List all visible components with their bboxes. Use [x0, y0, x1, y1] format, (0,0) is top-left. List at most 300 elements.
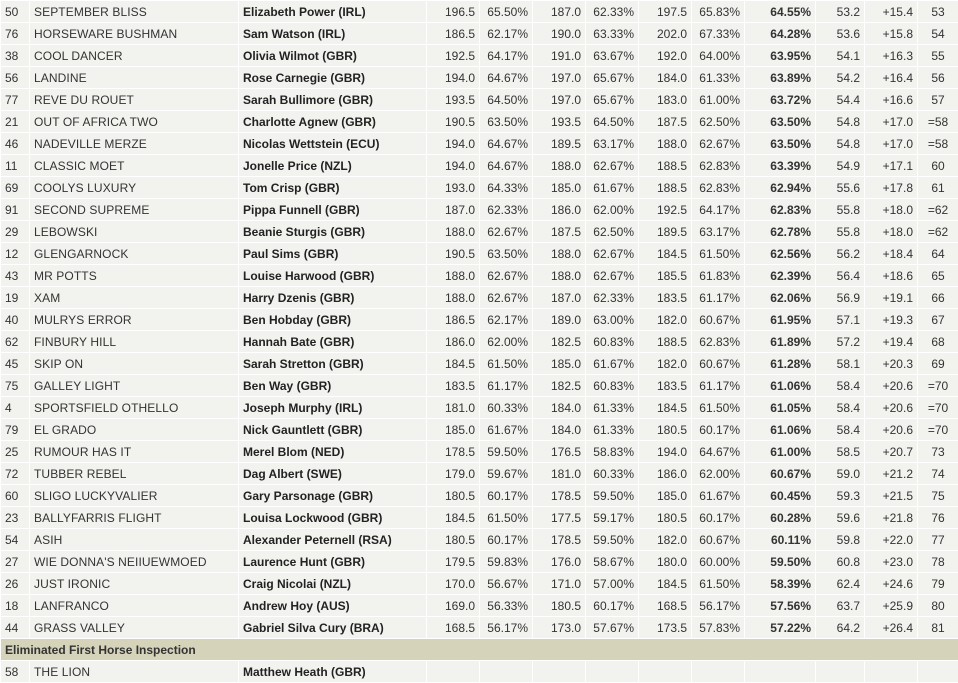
judge3-percent: 60.17%: [692, 419, 745, 441]
judge1-percent: 60.17%: [480, 485, 533, 507]
horse-name: XAM: [30, 287, 239, 309]
judge1-score: 194.0: [427, 67, 480, 89]
judge3-score: 184.5: [639, 397, 692, 419]
competitor-number: 58: [1, 661, 30, 683]
position: 80: [918, 595, 958, 617]
final-percent: 62.83%: [745, 199, 816, 221]
judge3-percent: 61.67%: [692, 485, 745, 507]
horse-name: COOL DANCER: [30, 45, 239, 67]
horse-name: MR POTTS: [30, 265, 239, 287]
judge2-score: 181.0: [533, 463, 586, 485]
horse-name: HORSEWARE BUSHMAN: [30, 23, 239, 45]
judge3-score: 185.5: [639, 265, 692, 287]
judge1-percent: 61.17%: [480, 375, 533, 397]
judge3-percent: 64.67%: [692, 441, 745, 463]
table-row: [1, 287, 958, 309]
position: 67: [918, 309, 958, 331]
judge1-percent: 59.83%: [480, 551, 533, 573]
position: 75: [918, 485, 958, 507]
penalties: 53.2: [816, 1, 865, 23]
position: 69: [918, 353, 958, 375]
judge2-percent: 65.67%: [586, 89, 639, 111]
judge2-score: 177.5: [533, 507, 586, 529]
rider-name: Jonelle Price (NZL): [239, 155, 427, 177]
points-behind: +19.4: [865, 331, 918, 353]
judge3-percent: [692, 661, 745, 683]
rider-name: Pippa Funnell (GBR): [239, 199, 427, 221]
points-behind: +20.6: [865, 397, 918, 419]
points-behind: +16.3: [865, 45, 918, 67]
points-behind: +17.1: [865, 155, 918, 177]
judge1-score: 186.5: [427, 23, 480, 45]
final-percent: 57.56%: [745, 595, 816, 617]
horse-name: LEBOWSKI: [30, 221, 239, 243]
judge3-score: 197.5: [639, 1, 692, 23]
judge2-percent: 57.00%: [586, 573, 639, 595]
penalties: 57.1: [816, 309, 865, 331]
judge2-percent: 63.00%: [586, 309, 639, 331]
position: [918, 661, 958, 683]
competitor-number: 76: [1, 23, 30, 45]
table-row: [1, 353, 958, 375]
points-behind: +17.0: [865, 133, 918, 155]
penalties: 56.2: [816, 243, 865, 265]
final-percent: 61.00%: [745, 441, 816, 463]
judge2-percent: 59.50%: [586, 485, 639, 507]
judge1-percent: 61.50%: [480, 353, 533, 375]
penalties: 55.8: [816, 199, 865, 221]
judge1-percent: 62.67%: [480, 287, 533, 309]
judge1-percent: 65.50%: [480, 1, 533, 23]
table-row: [1, 331, 958, 353]
competitor-number: 19: [1, 287, 30, 309]
horse-name: NADEVILLE MERZE: [30, 133, 239, 155]
position: 66: [918, 287, 958, 309]
table-row: [1, 397, 958, 419]
final-percent: 64.55%: [745, 1, 816, 23]
final-percent: 60.45%: [745, 485, 816, 507]
judge2-score: 185.0: [533, 177, 586, 199]
judge2-score: 193.5: [533, 111, 586, 133]
judge3-score: 173.5: [639, 617, 692, 639]
horse-name: THE LION: [30, 661, 239, 683]
final-percent: 61.06%: [745, 419, 816, 441]
judge1-percent: 64.50%: [480, 89, 533, 111]
position: 79: [918, 573, 958, 595]
judge1-score: 188.0: [427, 287, 480, 309]
judge3-score: 184.0: [639, 67, 692, 89]
horse-name: TUBBER REBEL: [30, 463, 239, 485]
horse-name: SLIGO LUCKYVALIER: [30, 485, 239, 507]
table-row: [1, 573, 958, 595]
table-row: [1, 375, 958, 397]
horse-name: RUMOUR HAS IT: [30, 441, 239, 463]
judge2-percent: 62.67%: [586, 265, 639, 287]
penalties: 62.4: [816, 573, 865, 595]
judge2-score: 176.0: [533, 551, 586, 573]
horse-name: SPORTSFIELD OTHELLO: [30, 397, 239, 419]
penalties: 59.8: [816, 529, 865, 551]
judge1-percent: 60.17%: [480, 529, 533, 551]
judge3-percent: 64.17%: [692, 199, 745, 221]
judge3-score: 192.0: [639, 45, 692, 67]
table-row: [1, 551, 958, 573]
judge2-score: 178.5: [533, 529, 586, 551]
penalties: 57.2: [816, 331, 865, 353]
rider-name: Alexander Peternell (RSA): [239, 529, 427, 551]
table-row: [1, 221, 958, 243]
position: 64: [918, 243, 958, 265]
position: 54: [918, 23, 958, 45]
judge3-percent: 61.33%: [692, 67, 745, 89]
penalties: 60.8: [816, 551, 865, 573]
penalties: 53.6: [816, 23, 865, 45]
rider-name: Olivia Wilmot (GBR): [239, 45, 427, 67]
competitor-number: 43: [1, 265, 30, 287]
judge3-score: 184.5: [639, 243, 692, 265]
judge2-score: 171.0: [533, 573, 586, 595]
table-row: [1, 463, 958, 485]
judge3-score: 185.0: [639, 485, 692, 507]
penalties: 64.2: [816, 617, 865, 639]
judge1-score: 184.5: [427, 507, 480, 529]
judge2-percent: 63.17%: [586, 133, 639, 155]
penalties: 58.4: [816, 375, 865, 397]
judge3-percent: 61.00%: [692, 89, 745, 111]
points-behind: +21.2: [865, 463, 918, 485]
judge2-score: 184.0: [533, 397, 586, 419]
judge3-score: [639, 661, 692, 683]
judge2-percent: 60.83%: [586, 375, 639, 397]
judge3-percent: 56.17%: [692, 595, 745, 617]
rider-name: Gary Parsonage (GBR): [239, 485, 427, 507]
competitor-number: 75: [1, 375, 30, 397]
eliminated-body: [1, 661, 958, 683]
horse-name: MULRYS ERROR: [30, 309, 239, 331]
table-row: [1, 23, 958, 45]
judge1-score: 193.5: [427, 89, 480, 111]
judge1-score: 193.0: [427, 177, 480, 199]
judge3-percent: 57.83%: [692, 617, 745, 639]
judge2-score: 187.0: [533, 1, 586, 23]
rider-name: Rose Carnegie (GBR): [239, 67, 427, 89]
competitor-number: 91: [1, 199, 30, 221]
judge1-percent: 63.50%: [480, 111, 533, 133]
final-percent: 62.06%: [745, 287, 816, 309]
final-percent: 63.50%: [745, 111, 816, 133]
judge3-percent: 64.00%: [692, 45, 745, 67]
rider-name: Sarah Bullimore (GBR): [239, 89, 427, 111]
points-behind: +21.5: [865, 485, 918, 507]
rider-name: Hannah Bate (GBR): [239, 331, 427, 353]
points-behind: +18.6: [865, 265, 918, 287]
competitor-number: 4: [1, 397, 30, 419]
rider-name: Louisa Lockwood (GBR): [239, 507, 427, 529]
rider-name: Dag Albert (SWE): [239, 463, 427, 485]
judge1-percent: 64.67%: [480, 67, 533, 89]
judge1-percent: 56.33%: [480, 595, 533, 617]
judge3-score: 189.5: [639, 221, 692, 243]
points-behind: +15.4: [865, 1, 918, 23]
rider-name: Sam Watson (IRL): [239, 23, 427, 45]
final-percent: 62.78%: [745, 221, 816, 243]
penalties: 54.8: [816, 111, 865, 133]
position: =70: [918, 375, 958, 397]
rider-name: Laurence Hunt (GBR): [239, 551, 427, 573]
penalties: 59.3: [816, 485, 865, 507]
judge3-score: 182.0: [639, 309, 692, 331]
judge2-score: 184.0: [533, 419, 586, 441]
judge3-score: 180.5: [639, 507, 692, 529]
points-behind: +17.0: [865, 111, 918, 133]
judge2-score: 197.0: [533, 89, 586, 111]
final-percent: 59.50%: [745, 551, 816, 573]
position: 74: [918, 463, 958, 485]
points-behind: +20.6: [865, 375, 918, 397]
judge1-score: 194.0: [427, 133, 480, 155]
rider-name: Ben Hobday (GBR): [239, 309, 427, 331]
judge2-percent: 60.17%: [586, 595, 639, 617]
rider-name: Louise Harwood (GBR): [239, 265, 427, 287]
horse-name: SKIP ON: [30, 353, 239, 375]
points-behind: +20.3: [865, 353, 918, 375]
judge3-percent: 62.83%: [692, 331, 745, 353]
position: 55: [918, 45, 958, 67]
judge1-percent: 61.67%: [480, 419, 533, 441]
judge3-percent: 61.50%: [692, 397, 745, 419]
judge1-percent: 61.50%: [480, 507, 533, 529]
competitor-number: 18: [1, 595, 30, 617]
judge3-score: 180.0: [639, 551, 692, 573]
judge3-score: 202.0: [639, 23, 692, 45]
final-percent: 61.06%: [745, 375, 816, 397]
table-row: [1, 111, 958, 133]
table-row: [1, 133, 958, 155]
judge3-percent: 61.50%: [692, 573, 745, 595]
judge1-score: 190.5: [427, 243, 480, 265]
judge1-score: 186.0: [427, 331, 480, 353]
points-behind: +25.9: [865, 595, 918, 617]
judge2-score: 191.0: [533, 45, 586, 67]
judge1-percent: 62.67%: [480, 265, 533, 287]
judge3-percent: 60.67%: [692, 353, 745, 375]
judge3-percent: 62.83%: [692, 155, 745, 177]
judge1-score: 187.0: [427, 199, 480, 221]
horse-name: BALLYFARRIS FLIGHT: [30, 507, 239, 529]
penalties: 58.4: [816, 397, 865, 419]
rider-name: Tom Crisp (GBR): [239, 177, 427, 199]
rider-name: Sarah Stretton (GBR): [239, 353, 427, 375]
judge2-percent: 60.33%: [586, 463, 639, 485]
judge3-percent: 67.33%: [692, 23, 745, 45]
judge1-score: 178.5: [427, 441, 480, 463]
judge1-percent: 62.33%: [480, 199, 533, 221]
competitor-number: 12: [1, 243, 30, 265]
judge1-score: 186.5: [427, 309, 480, 331]
points-behind: +17.8: [865, 177, 918, 199]
table-row: [1, 155, 958, 177]
judge1-percent: 60.33%: [480, 397, 533, 419]
judge1-score: 184.5: [427, 353, 480, 375]
judge1-percent: 64.67%: [480, 133, 533, 155]
competitor-number: 50: [1, 1, 30, 23]
judge2-percent: 62.33%: [586, 1, 639, 23]
judge3-score: 194.0: [639, 441, 692, 463]
table-row: [1, 199, 958, 221]
judge3-percent: 61.17%: [692, 287, 745, 309]
judge3-score: 183.5: [639, 287, 692, 309]
rider-name: Andrew Hoy (AUS): [239, 595, 427, 617]
judge1-score: 190.5: [427, 111, 480, 133]
final-percent: 64.28%: [745, 23, 816, 45]
results-body: [1, 1, 958, 639]
penalties: 54.4: [816, 89, 865, 111]
final-percent: 60.67%: [745, 463, 816, 485]
judge3-score: 186.0: [639, 463, 692, 485]
judge1-percent: 59.67%: [480, 463, 533, 485]
position: 65: [918, 265, 958, 287]
horse-name: SECOND SUPREME: [30, 199, 239, 221]
judge2-score: 178.5: [533, 485, 586, 507]
judge1-score: [427, 661, 480, 683]
points-behind: +23.0: [865, 551, 918, 573]
judge2-score: 188.0: [533, 155, 586, 177]
points-behind: +18.0: [865, 199, 918, 221]
final-percent: 62.56%: [745, 243, 816, 265]
horse-name: OUT OF AFRICA TWO: [30, 111, 239, 133]
final-percent: 60.28%: [745, 507, 816, 529]
judge1-percent: 56.67%: [480, 573, 533, 595]
position: 68: [918, 331, 958, 353]
judge1-percent: 64.67%: [480, 155, 533, 177]
position: =58: [918, 133, 958, 155]
judge1-score: 188.0: [427, 265, 480, 287]
rider-name: Harry Dzenis (GBR): [239, 287, 427, 309]
judge2-score: 182.5: [533, 331, 586, 353]
judge3-score: 184.5: [639, 573, 692, 595]
competitor-number: 26: [1, 573, 30, 595]
judge2-score: 188.0: [533, 265, 586, 287]
judge2-score: 173.0: [533, 617, 586, 639]
competitor-number: 60: [1, 485, 30, 507]
judge3-percent: 61.17%: [692, 375, 745, 397]
judge1-percent: 63.50%: [480, 243, 533, 265]
points-behind: [865, 661, 918, 683]
points-behind: +20.7: [865, 441, 918, 463]
horse-name: GRASS VALLEY: [30, 617, 239, 639]
final-percent: 61.05%: [745, 397, 816, 419]
table-row: [1, 419, 958, 441]
judge3-score: 183.0: [639, 89, 692, 111]
rider-name: Ben Way (GBR): [239, 375, 427, 397]
judge3-score: 187.5: [639, 111, 692, 133]
judge3-score: 183.5: [639, 375, 692, 397]
position: 61: [918, 177, 958, 199]
position: =62: [918, 199, 958, 221]
horse-name: SEPTEMBER BLISS: [30, 1, 239, 23]
competitor-number: 44: [1, 617, 30, 639]
penalties: 56.4: [816, 265, 865, 287]
horse-name: COOLYS LUXURY: [30, 177, 239, 199]
horse-name: LANFRANCO: [30, 595, 239, 617]
final-percent: [745, 661, 816, 683]
competitor-number: 27: [1, 551, 30, 573]
penalties: 54.8: [816, 133, 865, 155]
position: 60: [918, 155, 958, 177]
horse-name: REVE DU ROUET: [30, 89, 239, 111]
penalties: 59.0: [816, 463, 865, 485]
judge1-score: 196.5: [427, 1, 480, 23]
competitor-number: 46: [1, 133, 30, 155]
judge3-score: 188.0: [639, 133, 692, 155]
final-percent: 63.72%: [745, 89, 816, 111]
horse-name: CLASSIC MOET: [30, 155, 239, 177]
points-behind: +15.8: [865, 23, 918, 45]
competitor-number: 45: [1, 353, 30, 375]
penalties: 56.9: [816, 287, 865, 309]
judge1-percent: 62.00%: [480, 331, 533, 353]
rider-name: Beanie Sturgis (GBR): [239, 221, 427, 243]
judge3-score: 188.5: [639, 155, 692, 177]
judge2-percent: 61.67%: [586, 177, 639, 199]
judge2-percent: 61.33%: [586, 419, 639, 441]
position: 53: [918, 1, 958, 23]
table-row: [1, 595, 958, 617]
judge2-percent: 58.67%: [586, 551, 639, 573]
judge3-percent: 60.67%: [692, 529, 745, 551]
points-behind: +16.6: [865, 89, 918, 111]
points-behind: +18.0: [865, 221, 918, 243]
rider-name: Merel Blom (NED): [239, 441, 427, 463]
final-percent: 63.95%: [745, 45, 816, 67]
position: 78: [918, 551, 958, 573]
competitor-number: 72: [1, 463, 30, 485]
table-row: [1, 67, 958, 89]
judge1-percent: 62.17%: [480, 309, 533, 331]
rider-name: Charlotte Agnew (GBR): [239, 111, 427, 133]
horse-name: JUST IRONIC: [30, 573, 239, 595]
judge1-score: 180.5: [427, 529, 480, 551]
position: 81: [918, 617, 958, 639]
table-row: [1, 243, 958, 265]
judge2-percent: 61.33%: [586, 397, 639, 419]
position: 77: [918, 529, 958, 551]
points-behind: +24.6: [865, 573, 918, 595]
penalties: 58.4: [816, 419, 865, 441]
judge2-score: 187.5: [533, 221, 586, 243]
horse-name: WIE DONNA'S NEIIUEWMOED: [30, 551, 239, 573]
judge2-score: 187.0: [533, 287, 586, 309]
position: =70: [918, 419, 958, 441]
judge2-percent: 63.67%: [586, 45, 639, 67]
final-percent: 58.39%: [745, 573, 816, 595]
competitor-number: 38: [1, 45, 30, 67]
judge3-percent: 65.83%: [692, 1, 745, 23]
judge1-score: 179.5: [427, 551, 480, 573]
penalties: 54.1: [816, 45, 865, 67]
competitor-number: 54: [1, 529, 30, 551]
judge2-percent: 62.67%: [586, 243, 639, 265]
final-percent: 62.39%: [745, 265, 816, 287]
competitor-number: 29: [1, 221, 30, 243]
judge1-score: 194.0: [427, 155, 480, 177]
judge3-percent: 61.83%: [692, 265, 745, 287]
competitor-number: 62: [1, 331, 30, 353]
rider-name: Joseph Murphy (IRL): [239, 397, 427, 419]
competitor-number: 56: [1, 67, 30, 89]
points-behind: +18.4: [865, 243, 918, 265]
judge1-score: 179.0: [427, 463, 480, 485]
